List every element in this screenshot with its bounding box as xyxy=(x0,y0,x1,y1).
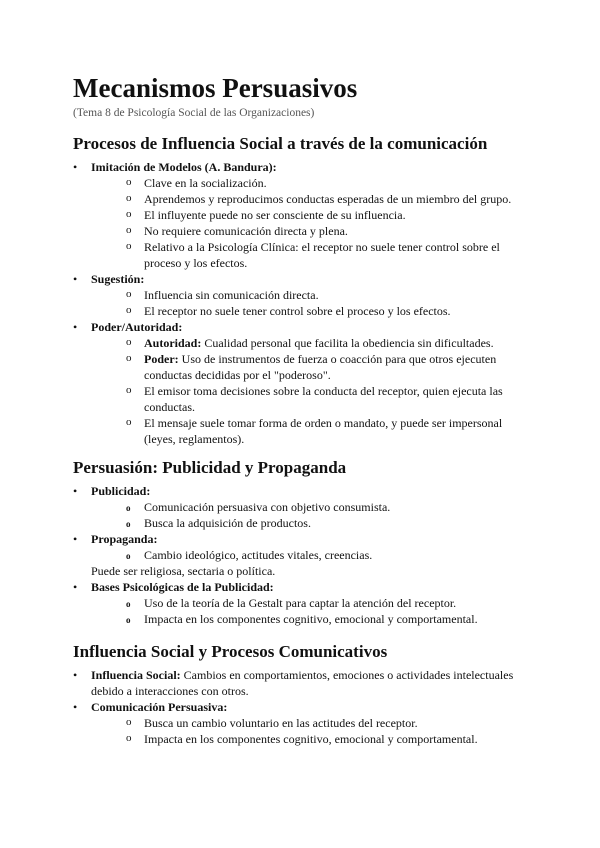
bullet-list xyxy=(73,159,533,447)
bullet-list xyxy=(73,667,533,747)
sub-item: o Aprendemos y reproducimos conductas esperadas de un miembro del grupo. xyxy=(126,191,533,207)
item-label: Poder/Autoridad: xyxy=(91,320,183,334)
sub-item: o Clave en la socialización. xyxy=(126,175,533,191)
sub-item: o Influencia sin comunicación directa. xyxy=(126,287,533,303)
item-note: Puede ser religiosa, sectaria o política. xyxy=(91,564,276,578)
item-label: Publicidad: xyxy=(91,484,151,498)
sub-list xyxy=(91,499,533,531)
list-item xyxy=(73,483,533,531)
sub-item: o Cambio ideológico, actitudes vitales, creencias. xyxy=(126,547,533,563)
list-item xyxy=(73,271,533,319)
sub-item: o Uso de la teoría de la Gestalt para captar la atención del receptor. xyxy=(126,595,533,611)
sub-item: o Poder: Uso de instrumentos de fuerza o coacción para que otros ejecuten conductas decididas por el "poderoso". xyxy=(126,351,533,383)
sub-item: o El emisor toma decisiones sobre la conducta del receptor, quien ejecuta las conductas. xyxy=(126,383,533,415)
list-item xyxy=(73,531,533,579)
sub-list xyxy=(91,547,533,563)
document-page xyxy=(73,72,533,747)
sub-item: o Impacta en los componentes cognitivo, emocional y comportamental. xyxy=(126,731,533,747)
bullet-list xyxy=(73,483,533,627)
list-item xyxy=(73,579,533,627)
sub-item: o Impacta en los componentes cognitivo, emocional y comportamental. xyxy=(126,611,533,627)
list-item xyxy=(73,319,533,447)
sub-list xyxy=(91,175,533,271)
list-item xyxy=(73,699,533,747)
sub-list xyxy=(91,335,533,447)
sub-list xyxy=(91,595,533,627)
item-label: Comunicación Persuasiva: xyxy=(91,700,228,714)
sub-item: o Busca un cambio voluntario en las actitudes del receptor. xyxy=(126,715,533,731)
item-label: Propaganda: xyxy=(91,532,158,546)
section-heading: Influencia Social y Procesos Comunicativos xyxy=(73,642,388,661)
item-label: Bases Psicológicas de la Publicidad: xyxy=(91,580,274,594)
item-label: Imitación de Modelos (A. Bandura): xyxy=(91,160,277,174)
sub-item: o El receptor no suele tener control sobre el proceso y los efectos. xyxy=(126,303,533,319)
item-text: Cambios en comportamientos, emociones o actividades intelectuales debido a interacciones con otros. xyxy=(91,668,514,698)
sub-list xyxy=(91,715,533,747)
page-title: Mecanismos Persuasivos xyxy=(73,73,358,103)
sub-item: o El mensaje suele tomar forma de orden o mandato, y puede ser impersonal (leyes, reglamentos). xyxy=(126,415,533,447)
section-heading: Procesos de Influencia Social a través de la comunicación xyxy=(73,134,488,153)
sub-item: o Busca la adquisición de productos. xyxy=(126,515,533,531)
section-heading: Persuasión: Publicidad y Propaganda xyxy=(73,458,347,477)
list-item xyxy=(73,159,533,271)
list-item xyxy=(73,667,533,699)
sub-item: o Relativo a la Psicología Clínica: el receptor no suele tener control sobre el proceso y los efectos. xyxy=(126,239,533,271)
sub-list xyxy=(91,287,533,319)
sub-item: o No requiere comunicación directa y plena. xyxy=(126,223,533,239)
sub-item: o Autoridad: Cualidad personal que facilita la obediencia sin dificultades. xyxy=(126,335,533,351)
item-label: Influencia Social: xyxy=(91,668,181,682)
item-label: Sugestión: xyxy=(91,272,145,286)
sub-item: o Comunicación persuasiva con objetivo consumista. xyxy=(126,499,533,515)
page-subtitle: (Tema 8 de Psicología Social de las Organizaciones) xyxy=(73,107,315,119)
sub-item: o El influyente puede no ser consciente de su influencia. xyxy=(126,207,533,223)
